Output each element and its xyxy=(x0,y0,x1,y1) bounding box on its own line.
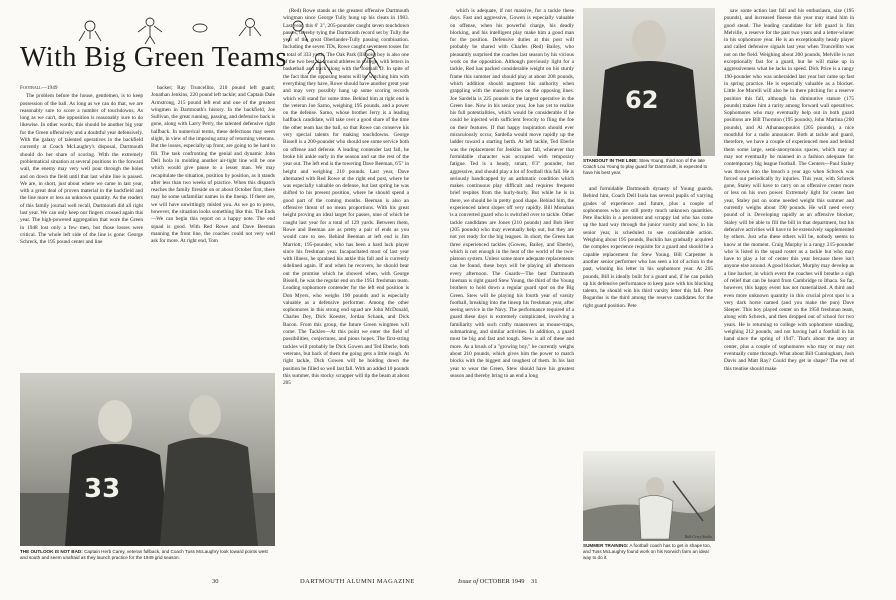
farm-photo xyxy=(583,451,715,541)
photo-credit: Bull-Gerry Studio xyxy=(684,535,712,539)
right-column-2 xyxy=(583,186,713,448)
left-column-3 xyxy=(283,8,409,568)
page-number-right: 31 xyxy=(531,578,538,585)
left-col1-text: The problem before the house, gentlemen, is to keep possession of the ball. As long as we can do that, we are reasonably sure to score a number of touchdowns. As long as we can't, the opposition is reasonably sure to do likewise. In other words, this should be another big year for the Green offensively and a doubtful year defensively. With the galaxy of talented operatives in the backfield currently at Coach McLaughry's disposal, Dartmouth should do her share of scoring. With the extremely problematical situation at several positions in the forward wall, the enemy may very well pour through the holes and on down the field until that last white line is passed. We are, in short, just about where we came in last year, with a great deal of proven material in the backfield and the line more or less an unknown quantity. As the readers of this family journal well recall, Dartmouth did all right last year. We can only keep our fingers crossed again this year. The high-powered aggregation that wore the Green in 1948 lost only a few men, but those losses were critical. The whole left side of the line is gone: George Schreck, the 195 pound center and line xyxy=(20,93,143,246)
farm-figure-icon xyxy=(583,451,715,541)
player-figure-icon xyxy=(583,8,715,156)
right-col3-text: saw some action last fall and his enthusiasm, size (195 pounds), and increased finesse this year may stand him in good stead. The leading candidate for left guard is Jim Melville, a reserve for the past two years and a letter-winner in his sophomore year. He is an exceptionally heady player and called defensive signals last year when Truncellito was not on the field. Weighing about 200 pounds, Melville is not exceptionally fast for a guard, but he will make up in aggressiveness what he lacks in speed. Dick Price is a rangy 190-pounder who was unheralded last year but came up fast in spring practice. He is especially valuable as a blocker. Little Joe Morelli will also be in there pitching for a reserve position this fall, although his diminutive stature (175 pounds) makes him a rarity among forward wall operatives. Sophomores who may eventually help out in both guard positions are Bill Thornton (195 pounds), John Martina (200 pounds), and Al Athanasopoulos (205 pounds), a nice mouthful for a radio announcer. Both at tackle and guard, therefore, we have a couple of experienced men and behind them some large, semi-anonymous spaces, which may or may not eventually be manned in a fashion adequate for contemporary big league football. The Centers—Paul Staley was thrown into the breach a year ago when Schreck was forced out periodically by injuries. This year, with Schreck gone, Staley will have to carry on as offensive center more or less on his own power. Extremely light for center last year, Staley put on some needed weight this summer and currently weighs about 190 pounds. He will need every pound of it. Developing rapidly as an offensive blocker, Staley will be able to fill the bill in that department, but his defensive activities will have to be extensively supplemented by others. Just who these others will be, nobody seems to know at the moment. Craig Murphy is a rangy 215-pounder who is listed in the squad roster as a tackle but who may have to play a lot of center this year because there isn't anyone else around. A good blocker, Murphy may develop as a line backer, in which event the coaches will breathe a sigh of relief that can be heard from Cambridge to Ithaca. So far, however, this happy event has not materialized. A third and even more unknown quantity in this crucial pivot spot is a very dark horse named (and you make the pun) Dave Sleeper. This boy played center on the 1950 freshman team, along with Schreck, and then dropped out of school for two years. He is returning to college with sophomore standing, weighing 212 pounds, and not having had a football in his hand since the spring of 1947. That's about the story at center, plus a couple of sophomores who may or may not eventually come through. What about Bill Cunningham, Josh Davis and Matt Ray? Could they get in shape? The rest of this treatise should make xyxy=(724,8,854,372)
jersey-number: 33 xyxy=(84,474,121,504)
jersey-number: 62 xyxy=(625,86,659,114)
coaches-photo xyxy=(20,373,275,546)
page-title: With Big Green Teams xyxy=(20,42,287,73)
left-col3-text: (Red) Rowe stands as the greatest offensive Dartmouth wingman since George Tully hung up his cleats in 1983. Last year, this 6' 3", 205-pounder caught seven touchdown passes, thereby tying the Dartmouth record set by Tully the year of the great Oberlander-Tully passing combination. Including the seven TDs, Rowe caught seventeen tosses for a total of 333 yards. The Oak Park (Illinois) boy is also one of the two best all-around athletes in college, with letters in basketball and track along with the football D. In spite of the fact that the opposing teams will be watching him with everything they have, Rowe should have another great year and may very possibly hang up some scoring records which will stand for some time. Behind him at right end is the veteran Joe Sarno, weighing 195 pounds, and a power on the defense. Sarno, whose brother Jerry is a leading halfback candidate, will take over a good share of the time the other team has the ball, so that Rowe can conserve his very special talents for making touchdowns. George Bissell is a 200-pounder who should see some service both on offense and defense. A leading contender last fall, he broke his ankle early in the season and sat the rest of the year out. The left end is the towering Dave Beeman, 6'5" in height and weighing 210 pounds. Last year, Dave alternated with Red Rowe at the right end post, where he was especially valuable on defense, but last spring he was shifted to his present position, where he should spend a good part of the coming months. Beeman is also an offensive threat of no mean proportions. With his great height proving an ideal target for passes, nine of which he caught last year for a total of 129 yards. Between them, Rowe and Beeman are as pretty a pair of ends as you would care to see. Behind Beeman at left end is Jim Marriott, 195-pounder, who has been a hard luck player since his freshman year. Incapacitated most of last year with illness, he sprained his ankle this fall and is currently sidelined again. If and when he recovers, he should bear out the promise which he showed when, with George Bissell, he was the regular end on the 1951 freshman team. Leading sophomore contender for the left end position is Don Myers, who weighs 190 pounds and is especially valuable as a defensive performer. Among the other sophomores in this strong end squad are John McDonald, Charles Dey, Dick Koester, Jordan Schank, and Dick Bacon. From this group, the future Green wingmen will come. The Tackles—At this point we enter the field of possibilities, conjectures, and pious hopes. The first-string tackles will probably be Dick Gowen and Ted Eberle, both veterans, but back of them the going gets a little rough. At right tackle, Dick Gowen will be holding down the position he filled so well last fall. With an added 10 pounds this summer, this stocky scrapper will tip the beam at about 205 xyxy=(283,8,409,387)
right-page xyxy=(448,0,896,600)
right-column-3 xyxy=(724,8,854,568)
player-photo xyxy=(583,8,715,156)
right-col1-text: which is adequate, if not massive, for a tackle these days. Fast and aggressive, Gowen is especially valuable on offense, when his powerful charge, his deadly blocking, and his intelligent play make him a good man for the position. Defensive duties at this post will probably be shared with Charles (Red) Bailey, who pleasantly surprised the coaches last season by his vicious work on the opposition. Although previously light for a tackle, Red has packed considerable weight on his sturdy frame this summer and should play at about 208 pounds, which addition should augment his authority when grappling with the massive types on the opposing lines. Joe Sardella is 225 pounds is the largest operative in the Green line. Now in his senior year, Joe has yet to realize his full potentialities, which would be considerable if he could be injected with sufficient ferocity to fling the foe on their features. If that happy inspiration should ever miraculously occur, Sardella would move rapidly up the ladder toward a starting berth. At left tackle, Ted Eberle was the replacement for Jenkins last fall, whenever that formidable character was occupied with temporary fatigue. Ted is a heady, smart, 6'3" pounder, but aggressive, and should play a lot of football this fall. He is seriously handicapped by an asthmatic condition which makes continuous play difficult and requires frequent brief respites from the hurly-burly. But while he is in there, we should be in pretty good shape. Behind him, the experienced talent slopes off very rapidly. Bill Monahan is a converted guard who is switched over to tackle. Other tackle candidates are Jones (210 pounds) and Bob Herr (205 pounds) who may eventually help out, but they are not yet ready for the big leagues. In short, the Green has three experienced tackles (Gowen, Bailey, and Eberle), which is not enough in the heat of the world of the two-platoon system. Unless some more adequate replacements can be found, these boys will be playing all afternoon every afternoon. The Guards—The best Dartmouth lineman is right guard Stew Young, the third of the Young brothers to hold down a regular guard spot on the Big Green. Stew will be playing his fourth year of varsity football, breaking into the lineup his freshman year, after seeing service in the Navy. The performance required of a guard these days is extremely complicated, involving a familiarity with such crafty maneuvers as mouse-traps, submarining, and similar activities. In addition, a guard must be big and fast and tough. Stew is all of these and more. As a brush of a "growing boy," he currently weighs about 210 pounds, which gives him the power to match blocks with the biggest and toughest of them. In his last year to wear the Green, Stew should have his greatest season and thereby bring to an end a long xyxy=(450,8,574,379)
page-number-left: 30 xyxy=(212,578,219,585)
player-photo-caption: STANDOUT IN THE LINE: Stew Young, third son of the late Coach Lou Young to play guard for Dartmouth, is expected to have his best year. xyxy=(583,158,708,176)
coaches-photo-caption: THE OUTLOOK IS NOT BAD: Captain Herb Carey, veteran fullback, and Coach Tuss McLaughry look toward points west and south and seem unafraid as they launch practice for the 1949 grid season. xyxy=(20,549,268,561)
farm-photo-caption: SUMMER TRAINING: A football coach has to get in shape too, and Tuss McLaughry found work on his Norwich farm an ideal way to do it. xyxy=(583,543,711,561)
left-col2-text: backer; Ray Truncellito, 210 pound left guard; Jonathan Jenkins, 220 pound left tackle; and Captain Dale Armstrong, 215 pound left end and one of the greatest wingmen in Dartmouth's history. In the backfield, Joe Sullivan, the great running, passing, and defensive back is gone, along with Larry Perry, the talented defensive right halfback. In numerical terms, these defections may seem slight, in view of the imposing array of returning veterans. But the losses, especially up front, are going to be hard to fill. The task confronting the genial and dynamic John Dell Isola in molding another air-tight line will be one which would give pause to a lesser man. We may recapitulate the situation, position by position, as it stands after less than two weeks of practice. When this dispatch reaches the family fireside on or about October first, there may be some unfamiliar names in the lineup. If there are, we will have unwittingly misled you. As we go to press, however, the situation looks something like this. The Ends—We can begin this report on a happy note. The end squad is good. With Red Rowe and Dave Beeman manning the front line, the coaches could not very well ask for more. At right end, Tom xyxy=(151,85,275,245)
right-column-1 xyxy=(450,8,574,568)
left-column-1 xyxy=(20,85,143,370)
left-column-2 xyxy=(151,85,275,370)
right-col2-text: and formidable Dartmouth dynasty of Young guards. Behind him, Coach Dell Isola has several pupils of varying grades of experience and future, plus a couple of sophomores who are still pretty much unknown quantities. Pete Bucklin is a persistent and scrappy lad who has come up the hard way through the junior varsity and now, in his senior year, is scheduled to see considerable action. Weighing about 195 pounds, Bucklin has gradually acquired the complex experience requisite for a guard and should be a capable replacement for Stew Young. Bill Carpenter is another senior performer who has seen a lot of action in the past, winning his letter in his sophomore year. At 205 pounds, Bill is ideally built for a guard and, if he can polish up his defensive performance to keep pace with his blocking talents, he should win his third varsity letter this fall. Pete Bogardus is the third among the reserve candidates for the right guard position. Pete xyxy=(583,186,713,309)
issue-footer: Issue of OCTOBER 1949 xyxy=(458,578,525,585)
section-head: Football—1949 xyxy=(20,85,58,91)
players-figure-icon xyxy=(20,373,275,546)
magazine-footer: DARTMOUTH ALUMNI MAGAZINE xyxy=(300,578,415,585)
